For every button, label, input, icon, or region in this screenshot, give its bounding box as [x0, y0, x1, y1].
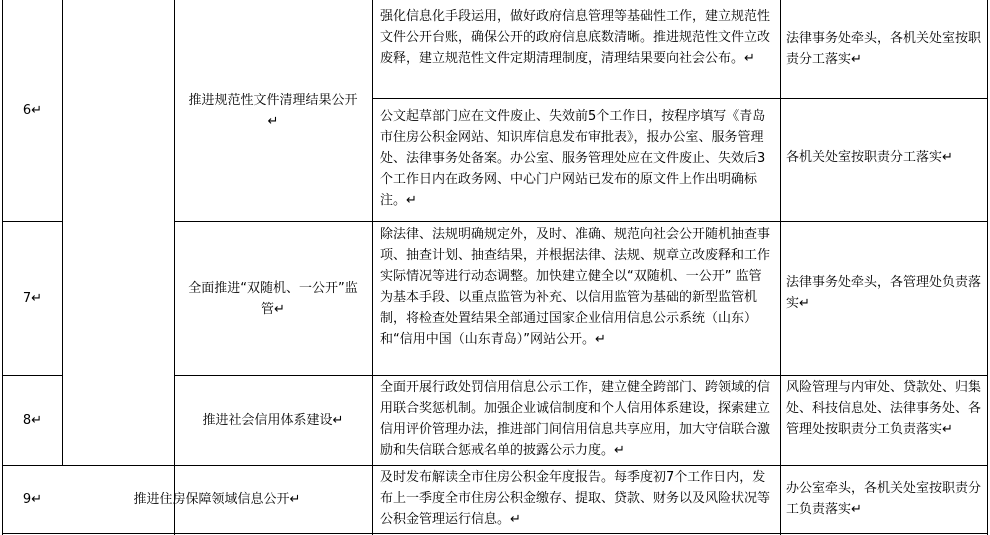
row-6-responsibility-a: [786, 28, 984, 88]
row-number: 8↵: [22, 413, 43, 428]
row-9-content: [380, 467, 774, 533]
row-8-task: [180, 376, 366, 465]
row-number: 7↵: [22, 291, 43, 306]
row-9-number: [3, 466, 62, 533]
responsibility-text: 法律事务处牵头，各机关处室按职责分工落实↵: [786, 31, 982, 67]
row-6-content-b: [380, 106, 774, 218]
responsibility-text: 法律事务处牵头，各管理处负责落实↵: [786, 275, 982, 311]
row-6-content-a: [380, 6, 774, 96]
content-text: 及时发布解读全市住房公积金年度报告。每季度初7个工作日内，发布上一季度全市住房公积金缴存、提取、贷款、财务以及风险状况等公积金管理运行信息。↵: [380, 470, 771, 527]
row-8-content: [380, 377, 774, 465]
row-7-responsibility: [786, 272, 984, 322]
row-6-responsibility-b: [786, 147, 984, 177]
table-border-bottom: [2, 533, 988, 534]
row-6-task: [180, 0, 366, 221]
row-9-responsibility: [786, 478, 984, 528]
content-text: 强化信息化手段运用，做好政府信息管理等基础性工作，建立规范性文件公开台账，确保公开的政府信息底数清晰。推进规范性文件立改废释，建立规范性文件定期清理制度，清理结果要向社会公布。↵: [380, 9, 771, 66]
task-title: 推进社会信用体系建设↵: [202, 413, 344, 428]
col-divider-category: [174, 0, 175, 535]
content-text: 除法律、法规明确规定外，及时、准确、规范向社会公开随机抽查事项、抽查计划、抽查结果，并根据法律、法规、规章立改废释和工作实际情况等进行动态调整。加快建立健全以“双随机、一公开” 监管为基本手段、以重点监管为补充、以信用监管为基础的新型监管机制，将检查处置结果全部通过国家企业信用信息公示系统（山东）和“信用中国（山东青岛）”网站公开。↵: [380, 227, 771, 347]
responsibility-text: 各机关处室按职责分工落实↵: [786, 150, 953, 165]
row-9-task: [62, 466, 372, 533]
row-6-number: [3, 0, 62, 221]
col-divider-number: [62, 0, 63, 465]
col-divider-task: [372, 0, 373, 535]
content-text: 公文起草部门应在文件废止、失效前5个工作日，按程序填写《青岛市住房公积金网站、知识库信息发布审批表》，报办公室、服务管理处、法律事务处备案。办公室、服务管理处应在文件废止、失效后3个工作日内在政务网、中心门户网站已发布的原文件上作出明确标注。↵: [380, 109, 766, 208]
row-8-number: [3, 376, 62, 465]
row-number: 6↵: [22, 103, 43, 118]
row-number: 9↵: [22, 492, 43, 507]
row-7-content: [380, 224, 774, 374]
responsibility-text: 风险管理与内审处、贷款处、归集处、科技信息处、法律事务处、各管理处按职责分工负责落实↵: [786, 380, 982, 437]
responsibility-text: 办公室牵头，各机关处室按职责分工负责落实↵: [786, 481, 982, 517]
col-divider-content: [780, 0, 781, 535]
table-border-right: [987, 0, 988, 535]
content-text: 全面开展行政处罚信用信息公示工作，建立健全跨部门、跨领域的信用联合奖惩机制。加强企业诚信制度和个人信用体系建设，探索建立信用评价管理办法，推进部门间信用信息共享应用，加大守信联合激励和失信联合惩戒名单的披露公示力度。↵: [380, 380, 771, 458]
row-6-subdivider: [372, 98, 988, 99]
task-title: 推进规范性文件清理结果公开↵: [188, 92, 358, 129]
task-title: 全面推进“双随机、一公开”监管↵: [188, 280, 358, 317]
row-8-responsibility: [786, 377, 984, 465]
row-7-task: [180, 222, 366, 375]
row-7-number: [3, 222, 62, 375]
task-title: 推进住房保障领域信息公开↵: [133, 492, 301, 507]
